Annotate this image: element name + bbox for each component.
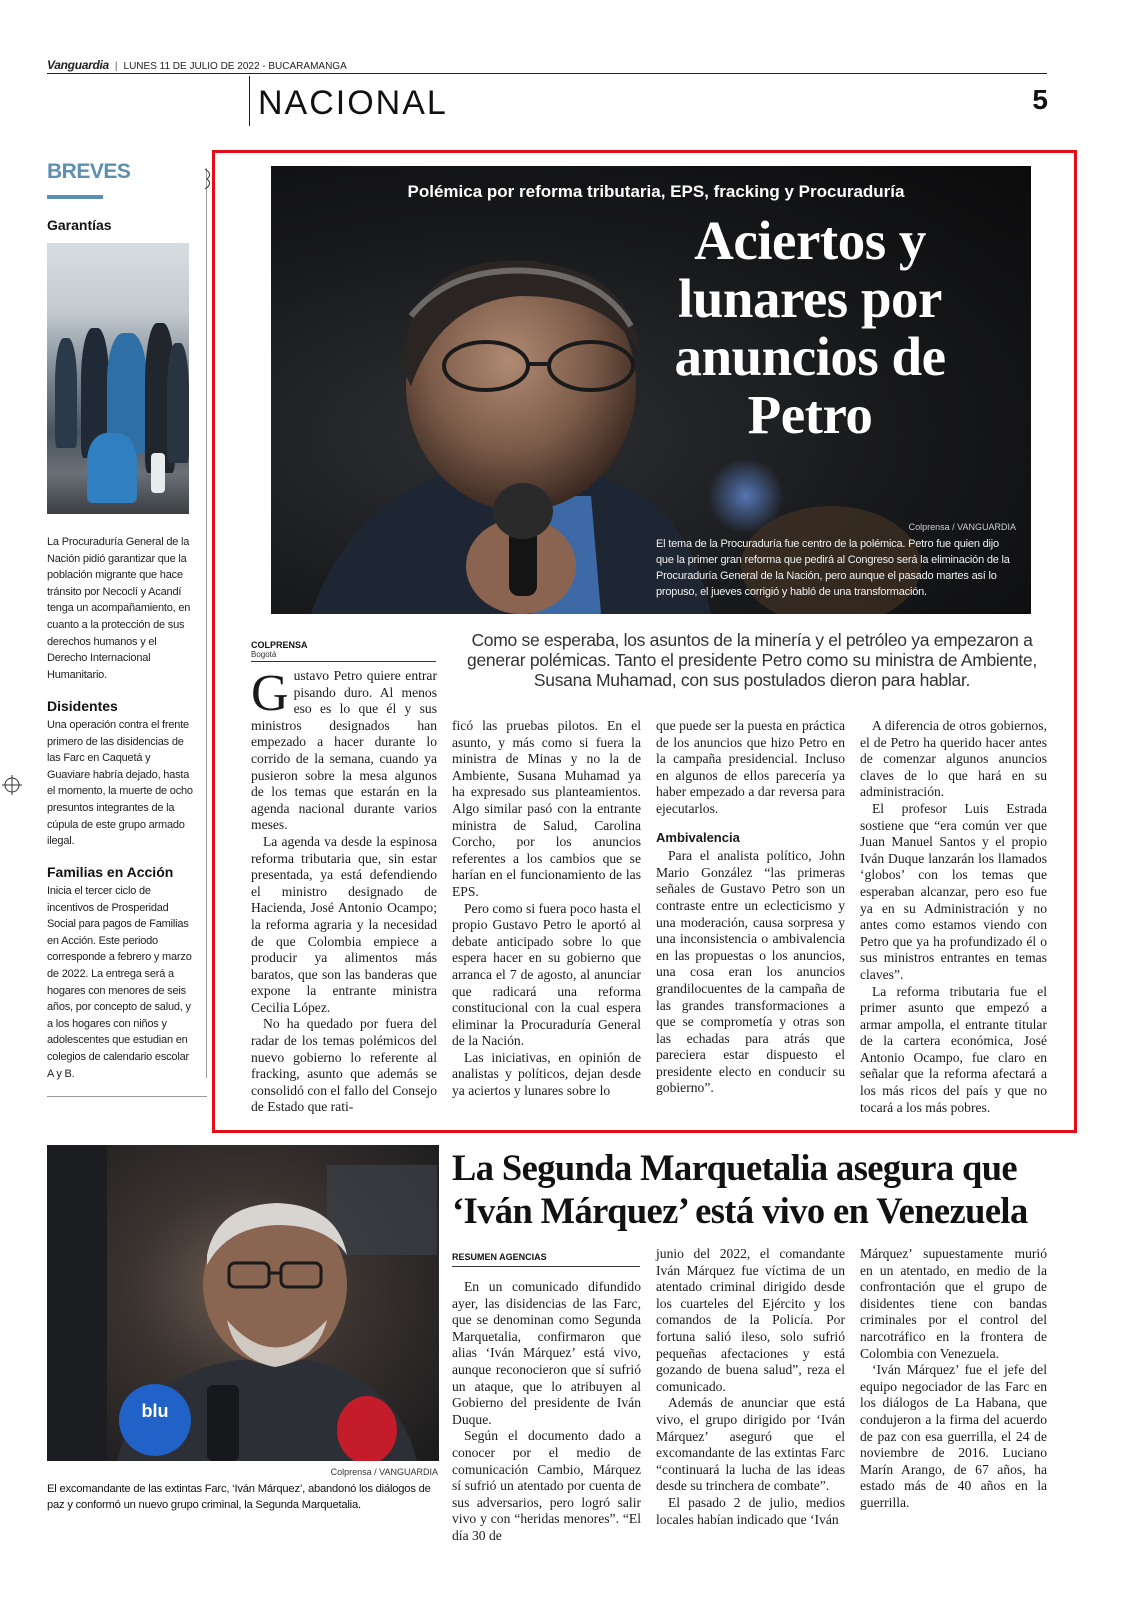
masthead-rule <box>47 73 1047 74</box>
dateline: LUNES 11 DE JULIO DE 2022 - BUCARAMANGA <box>123 61 347 72</box>
story2-column-2 <box>656 1246 845 1528</box>
paragraph: Pero como si fuera poco hasta el propio Gustavo Petro le aportó al debate anticipado sobre lo que espera hacer en su gobierno que arranca el 7 de agosto, al anunciar que radicará una reforma constitucional con la cual espera eliminar la Procuraduría General de la Nación. <box>452 900 641 1049</box>
section-divider <box>249 76 250 126</box>
paragraph: Las iniciativas, en opinión de analistas y políticos, dejan desde ya aciertos y lunares sobre lo <box>452 1049 641 1099</box>
paragraph: junio del 2022, el comandante Iván Márquez fue víctima de un atentado criminal dirigido desde los cuarteles del Ejército y los comandos de la Policía. Por fortuna salió ileso, solo sufrió pequeñas afectaciones y está gozando de buena salud”, reza el comunicado. <box>656 1246 845 1394</box>
paragraph: La reforma tributaria fue el primer asunto que empezó a armar ampolla, el entrante titular de la cartera económica, José Antonio Ocampo, fue claro en señalar que la reforma afectará a los más ricos del país y que no tocará a los más pobres. <box>860 983 1047 1115</box>
brand-logo: Vanguardia <box>47 58 109 72</box>
breves-underline <box>47 195 103 199</box>
masthead-separator: | <box>114 61 118 72</box>
paragraph: ‘Iván Márquez’ fue el jefe del equipo negociador de las Farc en los diálogos de La Habana, que condujeron a la firma del acuerdo de paz con esa guerrilla, el 24 de noviembre de 2016. Luciano Marín Arango, de 67 años, ha estado más de 40 años en la guerrilla. <box>860 1362 1047 1510</box>
paragraph: Gustavo Petro quiere entrar pisando duro. Al menos eso es lo que él y sus ministros designados han empezado a hacer durante lo corrido de la semana, cuando ya pusieron sobre la mesa algunos de los temas que estarán en la agenda nacional durante varios meses. <box>251 665 437 833</box>
feature-column-2 <box>452 718 641 1100</box>
brief-body-familias: Inicia el tercer ciclo de incentivos de Prosperidad Social para pagos de Familias en Acción. Este periodo corresponde a febrero y marzo de 2022. La entrega será a hogares con menores de seis años, por concepto de salud, y a los hogares con niños y adolescentes que estudian en colegios de calendario escolar A y B. <box>47 885 192 1080</box>
dropcap: G <box>251 665 289 722</box>
blu-radio-logo: blu <box>141 1401 169 1421</box>
feature-byline: COLPRENSA <box>251 640 308 650</box>
marquez-photo-caption: El excomandante de las extintas Farc, ‘Iván Márquez’, abandonó los diálogos de paz y conformó un nuevo grupo criminal, la Segunda Marquetalia. <box>47 1483 431 1511</box>
feature-column-1 <box>251 665 437 1116</box>
feature-byline-city: Bogotá <box>251 650 277 659</box>
paragraph: Según el documento dado a conocer por el medio de comunicación Cambio, Márquez sí sufrió un atentado por cuenta de sus adversarios, pero logró salir vivo y con “heridas menores”. “El día 30 de <box>452 1428 641 1543</box>
feature-deck: Como se esperaba, los asuntos de la minería y el petróleo ya empezaron a generar polémicas. Tanto el presidente Petro como su ministra de Ambiente, Susana Muhamad, con sus postulados dieron para hablar. <box>467 630 1037 690</box>
marquez-silhouette-icon <box>47 1145 439 1461</box>
paragraph: No ha quedado por fuera del radar de los temas polémicos del nuevo gobierno lo referente al fracking, asunto que además se consolidó con el fallo del Consejo de Estado que rati- <box>251 1016 437 1115</box>
byline-rule <box>251 661 436 662</box>
feature-kicker: Polémica por reforma tributaria, EPS, fracking y Procuraduría <box>407 182 905 201</box>
bracket-mark-icon <box>203 168 217 190</box>
paragraph: ficó las pruebas pilotos. En el asunto, y más como si fuera la ministra de Minas y no la de Ambiente, Susana Muhamad ya ha expresado sus planteamientos. Algo similar pasó con la entrante ministra de Salud, Carolina Corcho, por los anuncios referentes a los cambios que se harían en el funcionamiento de las EPS. <box>452 718 641 899</box>
sidebar-bottom-rule <box>47 1096 207 1097</box>
story2-column-3 <box>860 1246 1047 1512</box>
paragraph: La agenda va desde la espinosa reforma tributaria que, sin estar presentada, ya está defendiendo el ministro designado de Hacienda, José Antonio Ocampo; la reforma agraria y la necesidad de que Colombia empiece a producir ya alimentos más baratos, que son las banderas que expone la entrante ministra Cecilia López. <box>251 833 437 1015</box>
story2-headline: La Segunda Marquetalia asegura que ‘Iván Márquez’ está vivo en Venezuela <box>452 1147 1028 1231</box>
registration-mark-icon <box>2 775 22 795</box>
marquez-photo-credit: Colprensa / VANGUARDIA <box>330 1467 438 1477</box>
subhead-ambivalencia: Ambivalencia <box>656 829 740 845</box>
feature-column-4 <box>860 718 1047 1116</box>
marquez-photo <box>47 1145 439 1461</box>
paragraph: que puede ser la puesta en práctica de los anuncios que hizo Petro en la campaña presidencial. Incluso en algunos de ellos parecería ya haber empezado a dar reversa para ejecutarlos. <box>656 718 845 816</box>
hero-photo-caption: El tema de la Procuraduría fue centro de la polémica. Petro fue quien dijo que la primer gran reforma que pedirá al Congreso será la eliminación de la Procuraduría General de la Nación, pero aunque el pasado martes así lo propuso, el jueves corrigió y habló de una transformación. <box>656 538 1010 598</box>
feature-column-3 <box>656 718 845 1097</box>
paragraph: Márquez’ supuestamente murió en un atentado, en medio de la confrontación que el grupo de disidentes tiene con bandas criminales por el control del narcotráfico en la frontera de Colombia con Venezuela. <box>860 1246 1047 1361</box>
paragraph: En un comunicado difundido ayer, las disidencias de las Farc, que se denominan como Segunda Marquetalia, confirmaron que alias ‘Iván Márquez’ está vivo, aunque reconocieron que sí sufrió un ataque, que lo atribuyen al Gobierno del presidente de Iván Duque. <box>452 1279 641 1427</box>
story2-column-1 <box>452 1279 641 1545</box>
brief-body-disidentes: Una operación contra el frente primero de las disidencias de las Farc en Caquetá y Guaviare habría dejado, hasta el momento, la muerte de ocho presuntos integrantes de la cúpula de este grupo armado ilegal. <box>47 719 193 848</box>
brief-heading-familias: Familias en Acción <box>47 864 174 880</box>
brief-heading-garantias: Garantías <box>47 217 112 233</box>
story2-byline-rule <box>452 1266 640 1267</box>
story2-byline: RESUMEN AGENCIAS <box>452 1252 547 1262</box>
sidebar-rule <box>206 168 207 1078</box>
page-number: 5 <box>1032 84 1048 115</box>
breves-title: BREVES <box>47 160 131 183</box>
paragraph: A diferencia de otros gobiernos, el de Petro ha querido hacer antes de comenzar algunos anuncios claves de lo que hará en su administración. <box>860 718 1047 800</box>
paragraph: Para el analista político, John Mario González “las primeras señales de Gustavo Petro son un contraste entre un eclecticismo y una moderación, causa sorpresa y una inconsistencia o ambivalencia en las propuestas o los anuncios, una cosa eran los anuncios grandilocuentes de la campaña de las grandes transformaciones a que se comprometía y otras son las echadas para atrás que pareciera estar dispuesto el presidente electo en conducir su gobierno”. <box>656 848 845 1096</box>
migrants-photo <box>47 243 189 514</box>
hero-photo-credit: Colprensa / VANGUARDIA <box>908 522 1016 532</box>
paragraph: El profesor Luis Estrada sostiene que “era común ver que Juan Manuel Santos y el propio Iván Duque lanzarán los llamados ‘globos’ con los temas que esperaban alcanzar, pero eso fue ya en su Administración y no antes como estamos viendo con Petro que ya ha profundizado él o sus ministros entrantes en temas claves”. <box>860 800 1047 982</box>
paragraph: El pasado 2 de julio, medios locales habían indicado que ‘Iván <box>656 1494 845 1527</box>
paragraph: Además de anunciar que está vivo, el grupo dirigido por ‘Iván Márquez’ aseguró que el excomandante de las extintas Farc “continuará la lucha de las ideas desde su trinchera de combate”. <box>656 1395 845 1494</box>
feature-headline: Aciertos y lunares por anuncios de Petro <box>674 210 946 445</box>
brief-body-garantias: La Procuraduría General de la Nación pidió garantizar que la población migrante que hace tránsito por Necoclí y Acandí tenga un acompañamiento, en cuanto a la protección de sus derechos humanos y el Derecho Internacional Humanitario. <box>47 536 191 681</box>
brief-heading-disidentes: Disidentes <box>47 698 118 714</box>
section-title: NACIONAL <box>258 84 448 122</box>
